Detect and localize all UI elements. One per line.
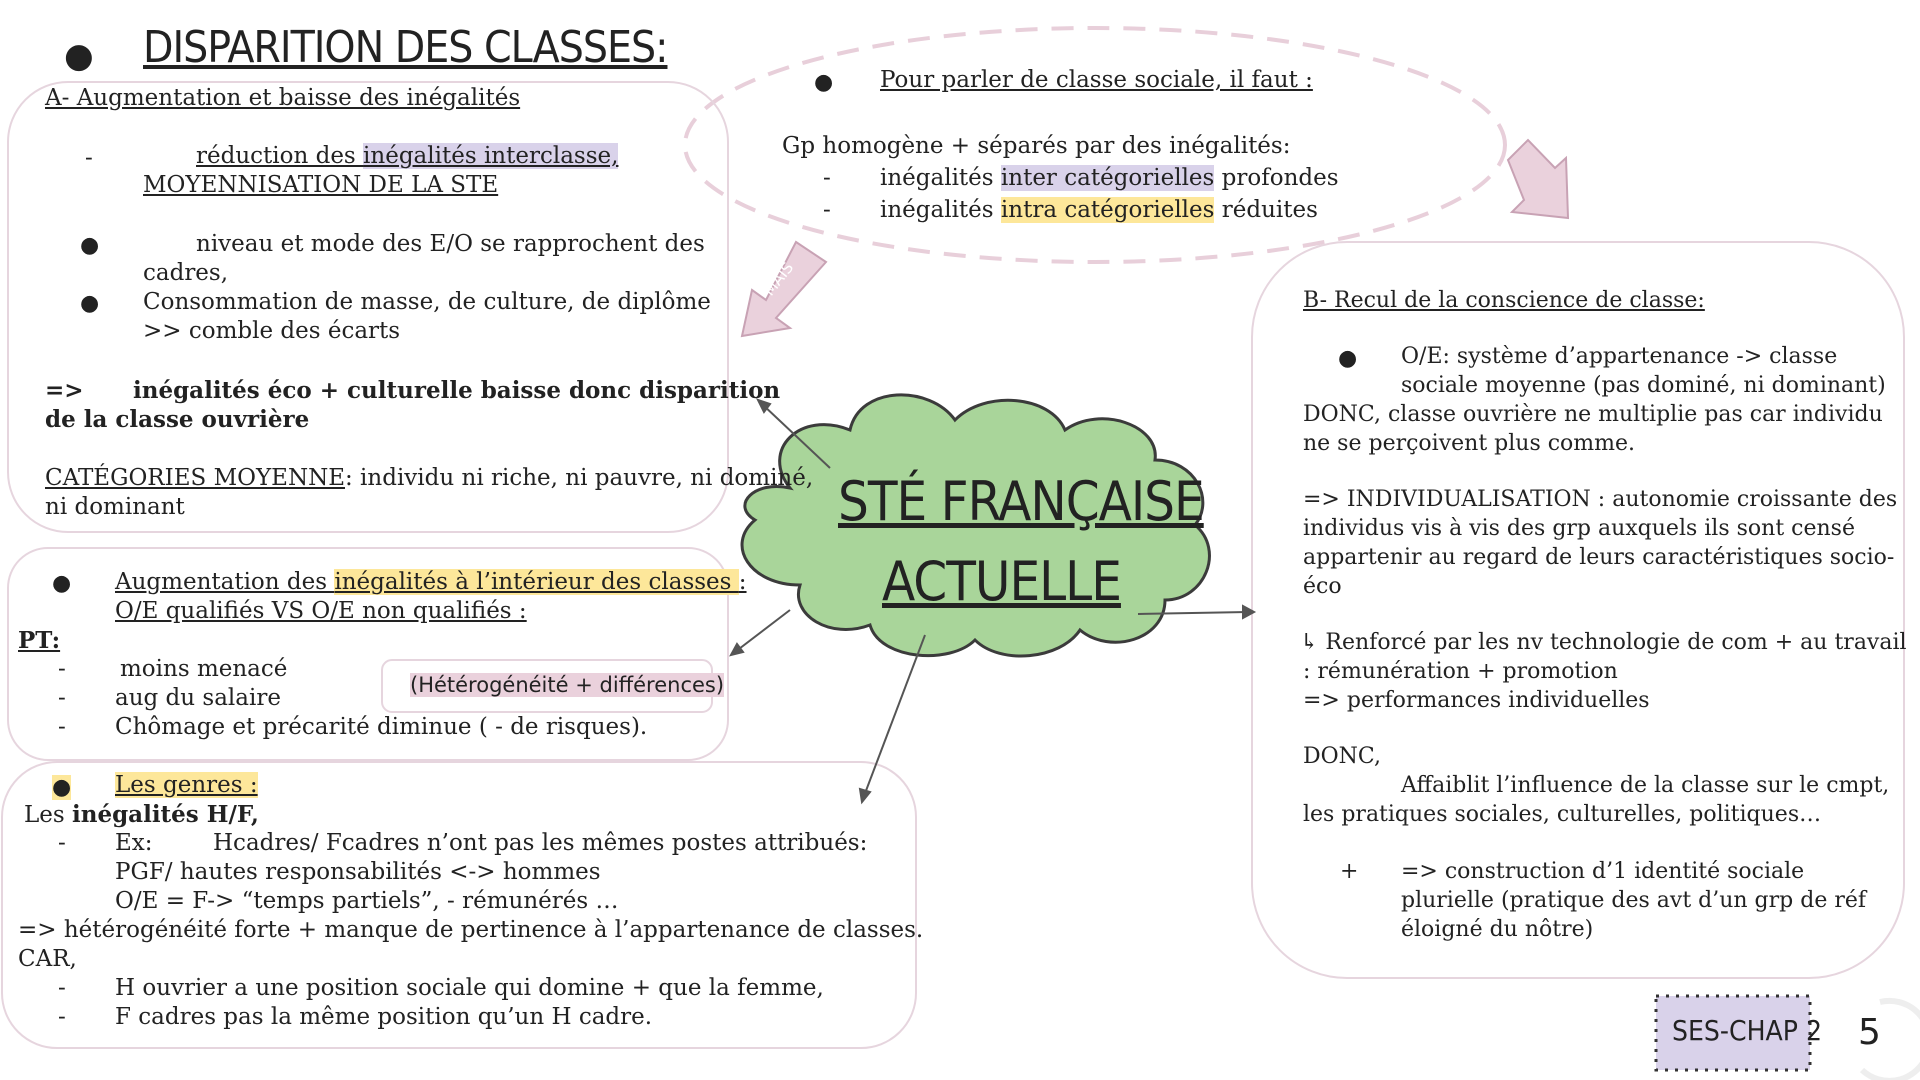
bullet: ●: [52, 775, 72, 800]
box-a-heading: A- Augmentation et baisse des inégalités: [45, 85, 521, 111]
bullet: ●: [814, 70, 834, 95]
box-a-conclusion-line2: de la classe ouvrière: [45, 406, 310, 433]
box-b-p5-line2: plurielle (pratique des avt d’un grp de réf: [1401, 888, 1867, 913]
oval-item-inter: inégalités inter catégorielles profondes: [880, 165, 1339, 191]
bullet: ●: [80, 291, 100, 316]
box-a-conclusion: inégalités éco + culturelle baisse donc disparition: [133, 377, 781, 404]
box-b-heading: B- Recul de la conscience de classe:: [1303, 288, 1705, 313]
box-b-p3-line3: => performances individuelles: [1303, 688, 1650, 713]
box-b-p4-line2: les pratiques sociales, culturelles, politiques…: [1303, 802, 1822, 827]
box-a-item3: Consommation de masse, de culture, de diplôme: [143, 289, 711, 315]
box-a-conclusion-arrow: =>: [45, 377, 84, 404]
genres-heading: Les genres :: [115, 772, 258, 798]
box-b-plus: +: [1340, 859, 1359, 884]
dash-marker: -: [58, 1004, 66, 1030]
box-a-item1: réduction des inégalités interclasse,: [196, 143, 619, 169]
title-bullet: ●: [64, 36, 94, 76]
box-b-p4: Affaiblit l’influence de la classe sur le cmpt,: [1401, 773, 1890, 798]
box-in-pt-label: PT:: [18, 627, 61, 654]
box-in-subheading: O/E qualifiés VS O/E non qualifiés :: [115, 598, 527, 624]
genres-ex-line2: PGF/ hautes responsabilités <-> hommes: [115, 859, 601, 885]
box-b-p2-line3: appartenir au regard de leurs caractéristiques socio-: [1303, 545, 1895, 570]
box-b-p5-line3: éloigné du nôtre): [1401, 917, 1594, 942]
box-a-item2-line2: cadres,: [143, 260, 229, 286]
box-a-categories-line2: ni dominant: [45, 494, 185, 520]
genres-item: H ouvrier a une position sociale qui domine + que la femme,: [115, 975, 824, 1001]
box-a-item1-line2: MOYENNISATION DE LA STE: [143, 172, 499, 198]
box-in-note: (Hétérogénéité + différences): [410, 673, 725, 697]
pink-arrow-left: [742, 242, 826, 336]
genres-car: CAR,: [18, 946, 77, 972]
box-b-p5: => construction d’1 identité sociale: [1401, 859, 1805, 884]
page-title: DISPARITION DES CLASSES:: [143, 22, 668, 73]
box-b-p2-line2: individus vis à vis des grp auxquels ils sont censé: [1303, 516, 1855, 541]
box-b-p2-line4: éco: [1303, 574, 1342, 599]
box-a-categories: CATÉGORIES MOYENNE: individu ni riche, ni pauvre, ni dominé,: [45, 465, 814, 491]
dash-marker: -: [58, 714, 66, 740]
box-b-p1: O/E: système d’appartenance -> classe: [1401, 344, 1838, 369]
dash-marker: -: [823, 197, 831, 223]
genres-line1: Les inégalités H/F,: [24, 801, 259, 828]
mais-label: MAIS: [760, 258, 798, 300]
bullet: ●: [52, 571, 72, 596]
bullet: ●: [1338, 346, 1358, 371]
genres-ex-label: Ex:: [115, 830, 153, 856]
dash-marker: -: [58, 656, 66, 682]
page-number: 5: [1858, 1012, 1881, 1053]
box-b-p1-line4: ne se perçoivent plus comme.: [1303, 431, 1636, 456]
box-in-item: moins menacé: [120, 656, 288, 682]
oval-item-intra: inégalités intra catégorielles réduites: [880, 197, 1318, 223]
box-b-p1-line2: sociale moyenne (pas dominé, ni dominant): [1401, 373, 1886, 398]
genres-ex-text: Hcadres/ Fcadres n’ont pas les mêmes postes attribués:: [213, 830, 868, 856]
box-b-donc: DONC,: [1303, 744, 1381, 769]
oval-line1: Gp homogène + séparés par des inégalités:: [782, 133, 1291, 159]
oval-heading: Pour parler de classe sociale, il faut :: [880, 67, 1313, 93]
box-b-p3: ↳ Renforcé par les nv technologie de com + au travail: [1300, 630, 1907, 655]
box-in-item: aug du salaire: [115, 685, 281, 711]
dash-marker: -: [58, 830, 66, 856]
box-in-heading: Augmentation des inégalités à l’intérieur des classes :: [115, 569, 747, 595]
box-b-p2: => INDIVIDUALISATION : autonomie croissante des: [1303, 487, 1898, 512]
footer-chapter-tag: SES-CHAP 2: [1672, 1014, 1822, 1047]
genres-ex-line3: O/E = F-> “temps partiels”, - rémunérés …: [115, 888, 619, 914]
box-b-p1-line3: DONC, classe ouvrière ne multiplie pas car individu: [1303, 402, 1883, 427]
cloud-title-line1: STÉ FRANÇAISE: [838, 470, 1204, 533]
dash-marker: -: [58, 975, 66, 1001]
dash-marker: -: [85, 145, 93, 171]
box-a-item3-line2: >> comble des écarts: [143, 318, 401, 344]
genres-item: F cadres pas la même position qu’un H cadre.: [115, 1004, 653, 1030]
genres-conclusion: => hétérogénéité forte + manque de pertinence à l’appartenance de classes.: [18, 917, 924, 943]
dash-marker: -: [823, 165, 831, 191]
box-b-p3-line2: : rémunération + promotion: [1303, 659, 1618, 684]
bullet: ●: [80, 233, 100, 258]
cloud-title-line2: ACTUELLE: [882, 550, 1121, 613]
dash-marker: -: [58, 685, 66, 711]
box-a-item2: niveau et mode des E/O se rapprochent des: [196, 231, 705, 257]
pink-arrow-right: [1508, 140, 1568, 218]
box-in-item: Chômage et précarité diminue ( - de risques).: [115, 714, 648, 740]
